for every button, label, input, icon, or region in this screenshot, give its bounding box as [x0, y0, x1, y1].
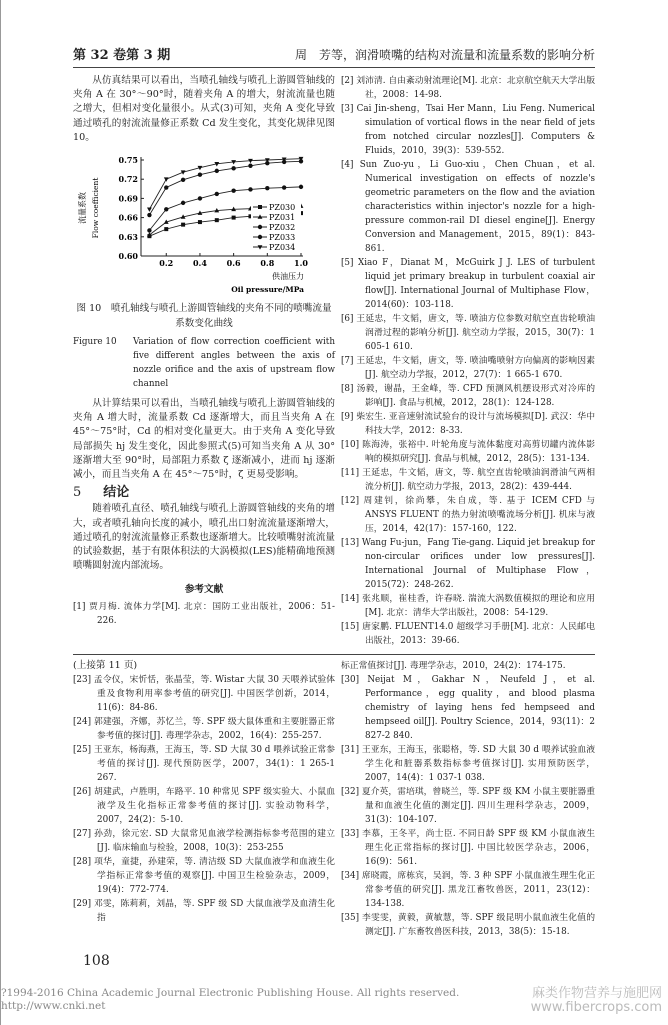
y-tick-label: 0.63 — [118, 231, 138, 242]
data-point-pz033 — [248, 164, 252, 168]
paragraph: 从仿真结果可以看出，当喷孔轴线与喷孔上游圆管轴线的夹角 A 在 30°～90°时，随着夹角 A 的增大，射流流量也随之增大，但相对变化量很小。从式(3)可知，夹角 A 变化导致通过喷孔的射流流量修正系数 Cd 发生变化，其变化规律见图 10。 — [73, 75, 335, 143]
reference-item: [6] 王延忠，牛文韬，唐文，等. 喷油方位参数对航空直齿轮喷油润滑过程的影响分析[J]. 航空动力学报，2015，30(7)：1 605-1 610. — [341, 314, 595, 352]
data-point-pz030 — [198, 220, 202, 224]
y-tick-label: 0.60 — [118, 251, 138, 262]
data-point-pz033 — [181, 178, 185, 182]
reference-item: [11] 王延忠，牛文韬，唐文，等. 航空直齿轮喷油润滑油气两相流分析[J]. 航空动力学报，2013，28(2)：439-444. — [341, 468, 595, 492]
x-tick-label: 0.8 — [260, 258, 275, 269]
reference-item: [33] 李慕，王冬平，尚士臣. 不同日龄 SPF 级 KM 小鼠血液生理生化正常指标的探讨[J]. 中国比较医学杂志，2006，16(9)：561. — [341, 829, 595, 867]
data-point-pz033 — [215, 169, 219, 173]
reference-item: [14] 张兆顺，崔桂香，许春晓. 湍流大涡数值模拟的理论和应用[M]. 北京：清华大学出版社，2008：54-129. — [341, 594, 595, 618]
data-point-pz030 — [215, 218, 219, 222]
reference-item: [25] 王亚东，杨海燕，王海玉，等. SD 大鼠 30 d 喂养试验正常参考值的探讨[J]. 现代预防医学，2007，34(1)：1 265-1 267. — [73, 745, 335, 784]
top-section — [73, 74, 595, 648]
figure-label-en: Figure 10 — [73, 337, 117, 348]
section-number: 5 — [73, 485, 82, 501]
series-line-pz034 — [149, 159, 301, 213]
reference-item: [2] 刘沛清. 自由紊动射流理论[M]. 北京：北京航空航天大学出版社，2008：14-98. — [341, 76, 595, 100]
x-tick-label: 0.2 — [159, 258, 174, 269]
continued-left-references — [73, 673, 335, 925]
reference-item: [1] 贾月梅. 流体力学[M]. 北京：国防工业出版社，2006：51-226. — [73, 601, 335, 626]
x-tick-label: 0.6 — [226, 258, 241, 269]
continued-right-column — [341, 659, 595, 939]
figure-caption-cn — [73, 301, 335, 331]
data-point-pz033 — [231, 166, 235, 170]
data-point-pz033 — [198, 173, 202, 177]
watermark — [531, 987, 662, 1015]
legend-label: PZ031 — [269, 213, 296, 223]
legend-label: PZ030 — [269, 203, 296, 213]
reference-item: 标正常值探讨[J]. 毒理学杂志，2010，24(2)：174-175. — [341, 661, 566, 671]
page-header — [73, 44, 595, 68]
paragraph: 从计算结果可以看出，当喷孔轴线与喷孔上游圆管轴线的夹角 A 增大时，流量系数 Cd 逐渐增大，而且当夹角 A 在 45°～75°时，Cd 的相对变化量更大。由于夹角 A 变化导致局部损失 hj 发生变化，因此参照式(5)可知当夹角 A 从 30°逐渐增大至 90°时，局部阻力系数 ζ 逐渐减小，进而 hj 逐渐减小，而且当夹角 A 在 45°～75°时，ζ 更易受影响。 — [73, 398, 335, 481]
reference-item: [7] 王延忠，牛文韬，唐文，等. 喷油嘴喷射方向偏离的影响因素[J]. 航空动力学报，2012，27(7)：1 665-1 670. — [341, 356, 595, 380]
data-point-pz032 — [215, 192, 219, 196]
figure-caption-text: 喷孔轴线与喷孔上游圆管轴线的夹角不同的喷嘴流量系数变化曲线 — [110, 303, 332, 330]
page-number: 108 — [83, 953, 110, 969]
reference-item: [23] 孟令仪，宋忻恬，张晶莹，等. Wistar 大鼠 30 天喂养试验体重及食物利用率参考值的研究[J]. 中国医学创新，2014，11(6)：84-86. — [73, 675, 335, 714]
right-column-references — [341, 74, 595, 648]
reference-item: [28] 项华，童捷，孙建荣，等. 清洁级 SD 大鼠血液学和血液生化学指标正常参考值的观察[J]. 中国卫生检验杂志，2009，19(4)：772-774. — [73, 857, 335, 896]
data-point-pz034 — [147, 207, 152, 211]
references-heading: 参考文献 — [184, 584, 224, 596]
figure-label: 图 10 — [76, 303, 102, 315]
data-point-pz032 — [299, 185, 303, 189]
page-footer — [1, 987, 668, 1015]
reference-item: [3] Cai Jin-sheng，Tsai Her Mann，Liu Feng. Numerical simulation of vortical flows in the near field of jets from notched circular nozzles[J]. Computers & Fluids，2010，39(3)：539-552. — [341, 104, 595, 156]
figure-caption-en-text: Variation of flow correction coefficient with five different angles between the axis of nozzle orifice and the axis of upstream flow channel — [133, 337, 335, 390]
data-point-pz032 — [265, 186, 269, 190]
y-axis-label-cn: 流量系数 — [78, 192, 87, 225]
data-point-pz032 — [147, 228, 151, 232]
y-tick-label: 0.72 — [118, 174, 138, 185]
reference-item: [31] 王亚东，王海玉，张聪格，等. SD 大鼠 30 d 喂养试验血液学生化和脏器系数指标参考值探讨[J]. 实用预防医学，2007，14(4)：1 037-1 038. — [341, 745, 595, 783]
data-point-pz032 — [198, 196, 202, 200]
y-tick-label: 0.75 — [118, 155, 138, 166]
reference-item: [29] 邓雯，陈莉莉，刘晶，等. SPF 级 SD 大鼠血液学及血清生化指 — [73, 899, 335, 924]
data-point-pz033 — [164, 185, 168, 189]
flow-coefficient-chart — [61, 149, 335, 299]
reference-item: [5] Xiao F，Dianat M，McGuirk J J. LES of turbulent liquid jet primary breakup in turbulent coaxial air flow[J]. International Journal of Multiphase Flow，2014(60)：103-118. — [341, 258, 595, 310]
data-point-pz032 — [164, 207, 168, 211]
x-tick-label: 0.4 — [192, 258, 207, 269]
reference-item: [8] 汤毅，谢晶，王金峰，等. CFD 预测风机摆设形式对冷库的影响[J]. 食品与机械，2012，28(1)：124-128. — [341, 384, 595, 408]
section-divider — [73, 654, 595, 655]
data-point-pz032 — [231, 189, 235, 193]
reference-item: [10] 陈海涛，张裕中. 叶轮角度与流体黏度对高剪切罐内流体影响的模拟研究[J]. 食品与机械，2012，28(5)：131-134. — [341, 440, 595, 464]
data-point-pz032 — [282, 185, 286, 189]
data-point-pz030 — [232, 216, 236, 220]
reference-item: [35] 李雯雯，黄毅，黄敏慧，等. SPF 级昆明小鼠血液生化值的测定[J]. 广东畜牧兽医科技，2013，38(5)：15-18. — [341, 913, 595, 937]
data-point-pz034 — [164, 177, 169, 181]
running-title: 周 芳等，润滑喷嘴的结构对流量和流量系数的影响分析 — [294, 48, 595, 62]
legend-marker — [258, 235, 262, 239]
x-axis-label-cn: 供油压力 — [272, 272, 304, 282]
reference-item: [12] 周建钊，徐尚攀，朱自成，等. 基于 ICEM CFD 与 ANSYS FLUENT 的热力射流喷嘴流场分析[J]. 机床与液压，2014，42(17)：157-160，122. — [341, 496, 595, 534]
data-point-pz030 — [164, 227, 168, 231]
legend-marker — [258, 205, 262, 209]
y-axis-label: Flow coefficient — [91, 177, 100, 239]
left-column — [73, 74, 335, 628]
x-tick-label: 1.0 — [294, 258, 308, 269]
y-tick-label: 0.69 — [118, 193, 138, 204]
legend-label: PZ033 — [269, 233, 296, 243]
data-point-pz032 — [248, 187, 252, 191]
continued-section — [73, 659, 595, 939]
data-point-pz033 — [147, 213, 151, 217]
reference-item: [27] 孙劲，徐元宏. SD 大鼠常见血液学检测指标参考范围的建立[J]. 临床输血与检验，2008，10(3)：253-255 — [73, 829, 335, 854]
reference-item: [9] 柴宏生. 亚音速射流试验台的设计与流场模拟[D]. 武汉：华中科技大学，2012：8-33. — [341, 412, 595, 436]
reference-item: [30] Neijat M，Gakhar N，Neufeld J，et al. Performance，egg quality，and blood plasma chemistry of laying hens fed hempseed and hempseed oil[J]. Poultry Science，2014，93(11)：2 827-2 840. — [341, 675, 595, 741]
x-axis-label: Oil pressure/MPa — [231, 285, 304, 295]
reference-item: [34] 席晓霞，席栋宾，吴润，等. 3 种 SPF 小鼠血液生理生化正常参考值的研究[J]. 黑龙江畜牧兽医，2011，23(12)：134-138. — [341, 871, 595, 909]
reference-item: [26] 胡建武，卢胜明，车路平. 10 种常见 SPF 级实验大、小鼠血液学及生化指标正常参考值的探讨[J]. 实验动物科学，2007，24(2)：5-10. — [73, 787, 335, 826]
watermark-url: www.fibercrops.com — [530, 1000, 662, 1015]
y-tick-label: 0.66 — [118, 212, 138, 223]
legend-label: PZ034 — [269, 243, 296, 253]
reference-item: [24] 郭建强，齐娜，苏忆兰，等. SPF 级大鼠体重和主要脏器正常参考值的探讨[J]. 毒理学杂志，2002，16(4)：255-257. — [73, 717, 335, 742]
reference-item: [4] Sun Zuo-yu，Li Guo-xiu，Chen Chuan，et al. Numerical investigation on effects of nozzle's geometric parameters on the flow and the aviation characteristics within injector's nozzle for a high-pressure common-rail DI diesel engine[J]. Energy Conversion and Management，2015，89(1)：843-861. — [341, 160, 595, 254]
reference-item: [15] 唐家鹏. FLUENT14.0 超级学习手册[M]. 北京：人民邮电出版社，2013：39-66. — [341, 622, 595, 646]
legend-marker — [258, 225, 262, 229]
journal-issue: 第 32 卷第 3 期 — [73, 48, 171, 63]
section-heading — [73, 486, 335, 500]
data-point-pz032 — [181, 201, 185, 205]
reference-item: [32] 夏介英，雷培琪，曾晓兰，等. SPF 级 KM 小鼠主要脏器重量和血液生化值的测定[J]. 四川生理科学杂志，2009，31(3)：104-107. — [341, 787, 595, 825]
reference-item: [13] Wang Fu-jun，Fang Tie-gang. Liquid jet breakup for non-circular orifices under low pressures[J]. International Journal of Multiphase Flow，2015(72)：248-262. — [341, 538, 595, 590]
copyright-footer: ?1994-2016 China Academic Journal Electronic Publishing House. All rights reserved. http://www.cnki.net — [1, 987, 460, 1012]
data-point-pz030 — [181, 223, 185, 227]
legend-label: PZ032 — [269, 223, 296, 233]
paragraph: 随着喷孔直径、喷孔轴线与喷孔上游圆管轴线的夹角的增大，或者喷孔轴向长度的减小，喷孔出口射流流量逐渐增大，通过喷孔的射流流量修正系数也逐渐增大。比较喷嘴射流流量的试验数据，基于有限体积法的大涡模拟(LES)能精确地预测喷嘴圆射流内部流场。 — [73, 503, 335, 572]
continued-label: (上接第 11 页) — [73, 660, 138, 671]
figure-caption-en — [73, 335, 335, 391]
section-title: 结论 — [103, 485, 130, 501]
continued-left-column — [73, 659, 335, 925]
watermark-cn: 麻类作物营养与施肥网 — [531, 986, 662, 1001]
